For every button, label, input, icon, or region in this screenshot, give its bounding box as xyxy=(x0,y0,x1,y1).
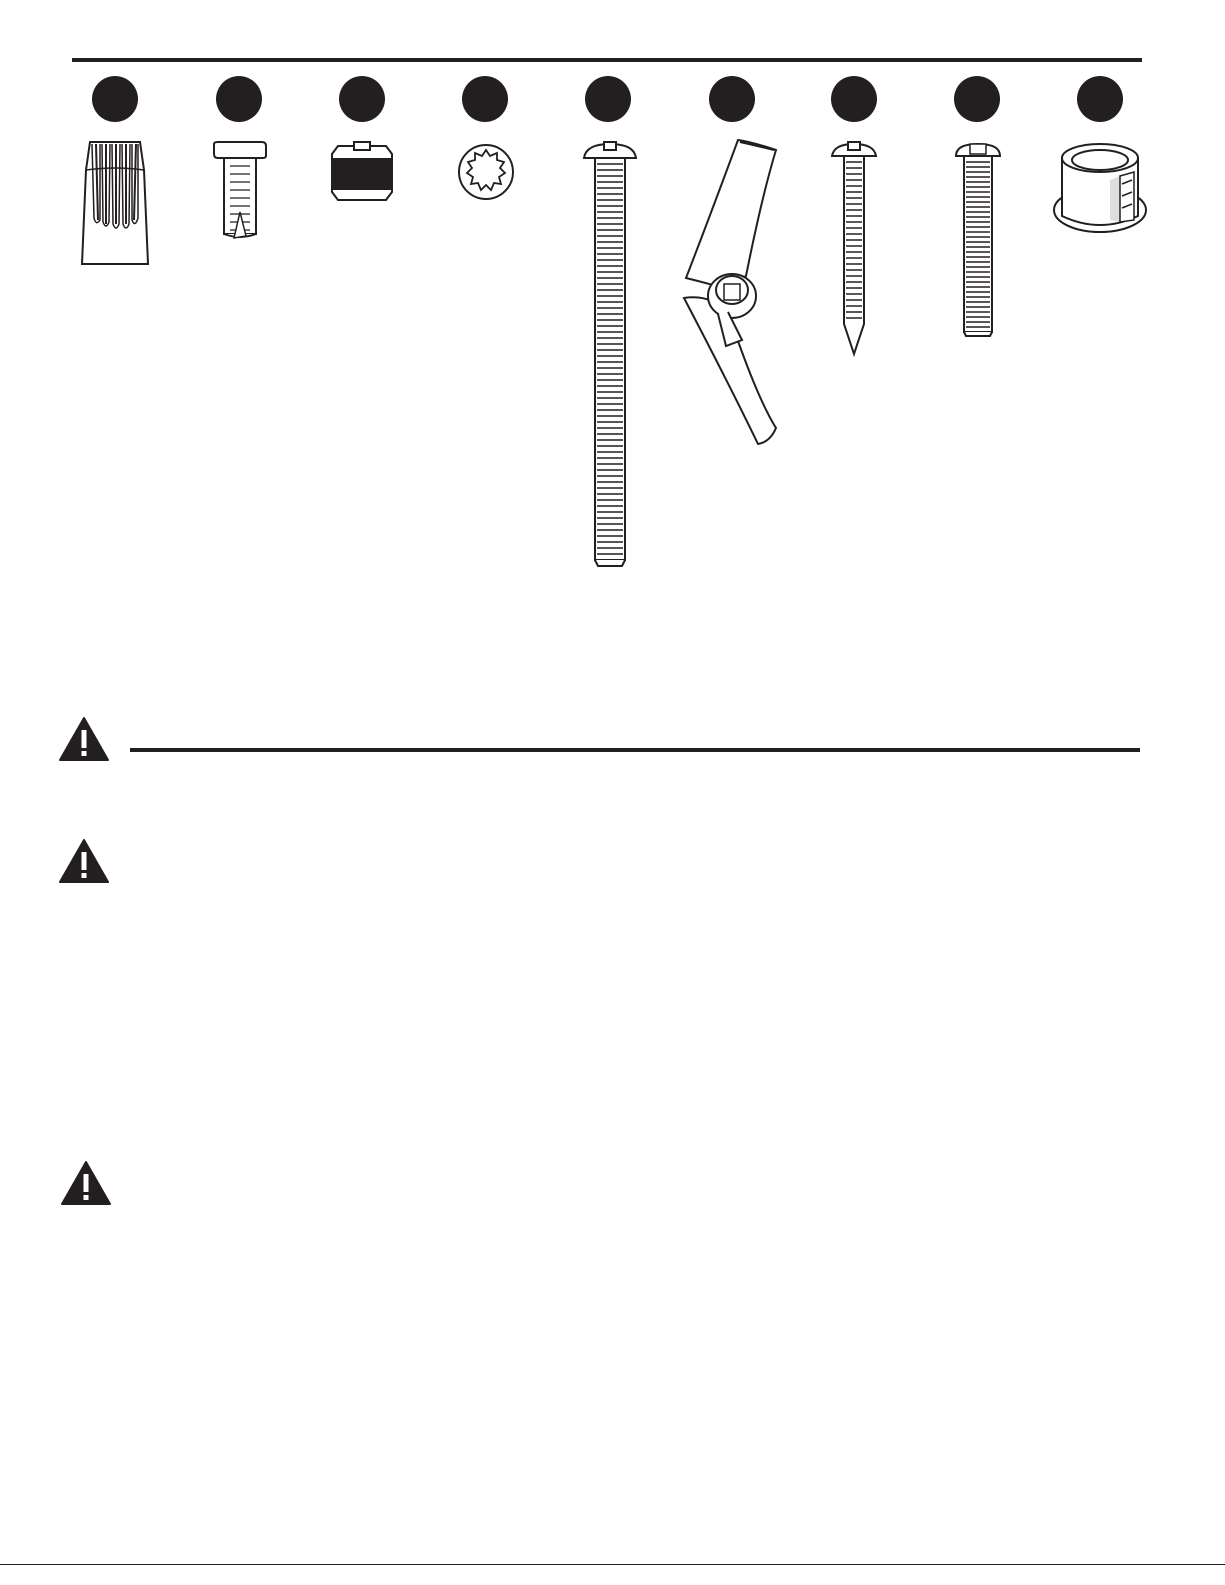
bottom-divider xyxy=(0,1564,1225,1565)
hardware-marker-1 xyxy=(92,76,138,122)
warning-divider xyxy=(130,748,1140,752)
hardware-marker-9 xyxy=(1077,76,1123,122)
wood-screw-icon xyxy=(826,140,882,360)
hardware-marker-6 xyxy=(709,76,755,122)
warning-triangle-icon xyxy=(58,838,110,884)
hardware-marker-4 xyxy=(462,76,508,122)
hardware-marker-8 xyxy=(954,76,1000,122)
warning-triangle-icon xyxy=(58,716,110,762)
hardware-marker-2 xyxy=(216,76,262,122)
hardware-marker-3 xyxy=(339,76,385,122)
lock-washer-icon xyxy=(456,142,516,202)
set-screw-icon xyxy=(330,140,394,204)
wire-nut-icon xyxy=(78,140,154,270)
hardware-marker-7 xyxy=(831,76,877,122)
top-divider xyxy=(72,58,1142,62)
bushing-icon xyxy=(1050,140,1150,236)
short-screw-icon xyxy=(210,140,270,244)
machine-screw-icon xyxy=(950,140,1006,342)
hardware-marker-5 xyxy=(585,76,631,122)
toggle-bolt-icon xyxy=(680,136,790,452)
long-machine-screw-icon xyxy=(580,140,640,570)
warning-triangle-icon xyxy=(60,1160,112,1206)
